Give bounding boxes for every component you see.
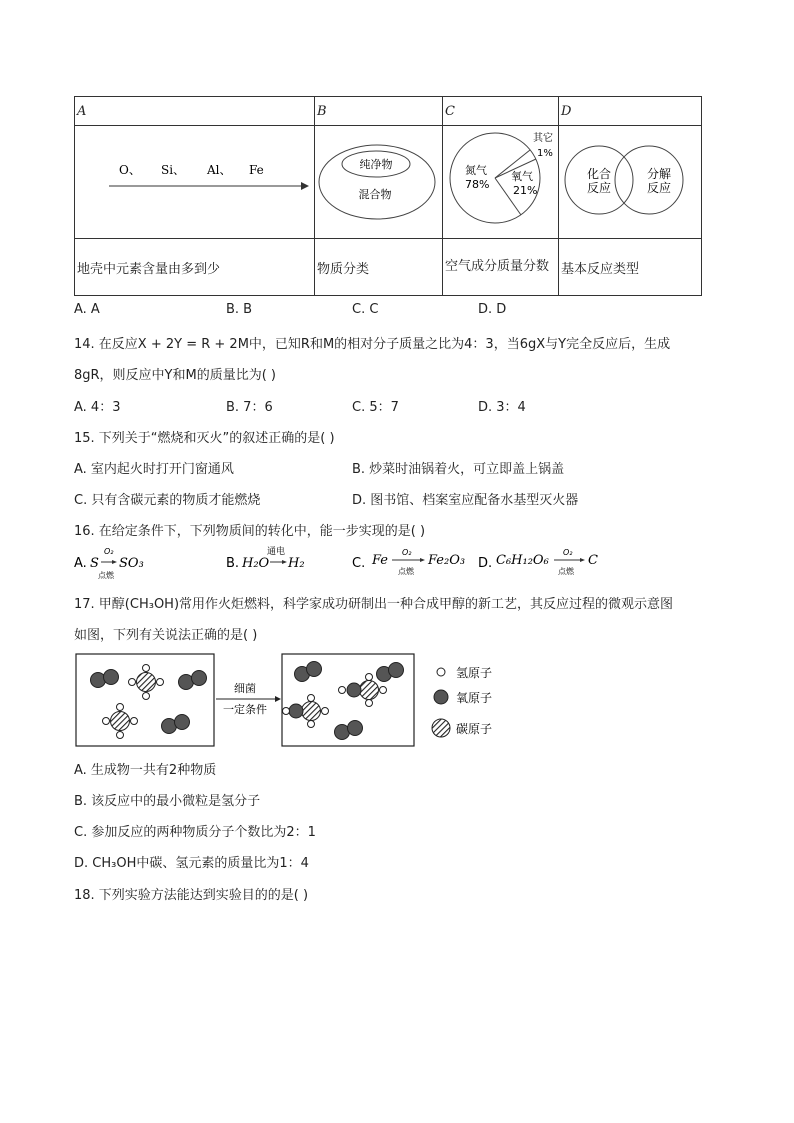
q17-option-a[interactable]: A. 生成物一共有2种物质: [74, 763, 217, 778]
svg-text:O₂: O₂: [563, 548, 573, 557]
q14-option-d[interactable]: D. 3：4: [478, 400, 526, 415]
svg-text:B.: B.: [226, 556, 240, 571]
col-header-c: C: [443, 97, 559, 126]
caption-a: 地壳中元素含量由多到少: [75, 239, 315, 296]
q16-option-a: [74, 547, 144, 580]
svg-text:C₆H₁₂O₆: C₆H₁₂O₆: [496, 553, 549, 568]
o2-percent: 21%: [513, 184, 538, 197]
q14-option-c[interactable]: C. 5：7: [352, 400, 399, 415]
q17-option-b[interactable]: B. 该反应中的最小微粒是氢分子: [74, 794, 261, 809]
svg-text:O₂: O₂: [402, 548, 412, 557]
combination-label-1: 化合: [586, 167, 612, 181]
q13-option-b[interactable]: B. B: [226, 302, 253, 317]
q16-stem: 16. 在给定条件下，下列物质间的转化中，能一步实现的是( ): [74, 524, 426, 539]
q17-option-c[interactable]: C. 参加反应的两种物质分子个数比为2：1: [74, 825, 316, 840]
o2-label: 氧气: [511, 170, 533, 183]
q17-stem-line-1: 17. 甲醇(CH₃OH)常用作火炬燃料，科学家成功研制出一种合成甲醇的新工艺，其反应过程的微观示意图: [74, 597, 674, 612]
svg-text:通电: 通电: [267, 547, 286, 557]
q15-option-c[interactable]: C. 只有含碳元素的物质才能燃烧: [74, 493, 261, 508]
decomposition-label-1: 分解: [646, 167, 672, 181]
svg-text:SO₃: SO₃: [119, 556, 144, 571]
q17-stem-line-2: 如图，下列有关说法正确的是( ): [74, 628, 258, 643]
mixture-label: 混合物: [358, 188, 392, 201]
legend-carbon-label: 碳原子: [456, 722, 493, 736]
q17-reaction-diagram: [74, 650, 514, 750]
svg-text:C: C: [588, 553, 598, 568]
q15-option-a[interactable]: A. 室内起火时打开门窗通风: [74, 462, 234, 477]
pure-substance-label: 纯净物: [359, 158, 393, 171]
o2-molecule: [179, 671, 207, 690]
q13-option-a[interactable]: A. A: [74, 302, 100, 317]
o2-molecule: [377, 663, 404, 682]
q13-option-d[interactable]: D. D: [478, 302, 507, 317]
other-label: 其它: [533, 133, 553, 144]
q17-option-d[interactable]: D. CH₃OH中碳、氢元素的质量比为1：4: [74, 856, 309, 871]
caption-c: 空气成分质量分数: [443, 239, 559, 296]
svg-text:点燃: 点燃: [558, 567, 574, 576]
svg-text:Fe₂O₃: Fe₂O₃: [428, 553, 466, 568]
methane-molecule: [129, 665, 164, 700]
fig-reaction-types: [559, 126, 702, 239]
decomposition-label-2: 反应: [646, 181, 672, 195]
legend-hydrogen-icon: [437, 668, 445, 676]
svg-text:D.: D.: [478, 556, 493, 571]
svg-text:H₂: H₂: [288, 556, 305, 571]
element-o: O、: [119, 163, 141, 177]
methane-molecule: [103, 704, 138, 739]
q14-stem-line-2: 8gR，则反应中Y和M的质量比为( ): [74, 368, 276, 383]
q16-option-b: [226, 545, 305, 571]
svg-text:点燃: 点燃: [98, 571, 114, 580]
q16-options: [74, 544, 634, 580]
svg-text:Fe: Fe: [372, 553, 389, 568]
outer-ellipse: [319, 145, 435, 219]
legend-oxygen-label: 氧原子: [456, 691, 493, 705]
caption-b: 物质分类: [315, 239, 443, 296]
element-si: Si、: [161, 163, 186, 177]
arrow-condition-top: 细菌: [234, 682, 256, 695]
n2-label: 氮气: [465, 164, 487, 177]
element-fe: Fe: [249, 163, 264, 177]
svg-text:A.: A.: [74, 556, 87, 571]
svg-text:S: S: [90, 556, 99, 571]
q13-option-c[interactable]: C. C: [352, 302, 379, 317]
order-arrow-head: [301, 182, 309, 190]
q16-option-d: [478, 548, 598, 576]
q13-table: [74, 96, 702, 296]
arrow-condition-bottom: 一定条件: [223, 703, 267, 716]
fig-substance-classification: [315, 126, 443, 239]
svg-text:点燃: 点燃: [398, 567, 414, 576]
n2-percent: 78%: [465, 178, 490, 191]
q15-option-d[interactable]: D. 图书馆、档案室应配备水基型灭火器: [352, 493, 579, 508]
o2-molecule: [335, 721, 363, 740]
o2-molecule: [295, 662, 322, 682]
q18-stem: 18. 下列实验方法能达到实验目的的是( ): [74, 888, 309, 903]
fig-element-order: [75, 126, 315, 239]
legend-carbon-icon: [432, 719, 450, 737]
col-header-a: A: [75, 97, 315, 126]
q14-option-a[interactable]: A. 4：3: [74, 400, 121, 415]
q15-stem: 15. 下列关于“燃烧和灭火”的叙述正确的是( ): [74, 431, 335, 446]
q16-option-c: [352, 548, 465, 576]
legend-oxygen-icon: [434, 690, 448, 704]
svg-text:C.: C.: [352, 556, 366, 571]
o2-molecule: [91, 670, 119, 688]
svg-text:H₂O: H₂O: [242, 556, 270, 571]
q15-option-b[interactable]: B. 炒菜时油锅着火，可立即盖上锅盖: [352, 462, 565, 477]
col-header-b: B: [315, 97, 443, 126]
q14-option-b[interactable]: B. 7：6: [226, 400, 273, 415]
col-header-d: D: [559, 97, 702, 126]
q14-stem-line-1: 14. 在反应X + 2Y = R + 2M中，已知R和M的相对分子质量之比为4：3，当6gX与Y完全反应后，生成: [74, 337, 671, 352]
element-al: Al、: [207, 163, 232, 177]
combination-label-2: 反应: [586, 181, 612, 195]
fig-air-composition: [443, 126, 559, 239]
methanol-molecule: [283, 695, 329, 728]
svg-text:O₂: O₂: [104, 547, 114, 556]
legend-hydrogen-label: 氢原子: [456, 666, 493, 680]
caption-d: 基本反应类型: [559, 239, 702, 296]
other-percent: 1%: [537, 148, 553, 159]
o2-molecule: [162, 715, 190, 734]
